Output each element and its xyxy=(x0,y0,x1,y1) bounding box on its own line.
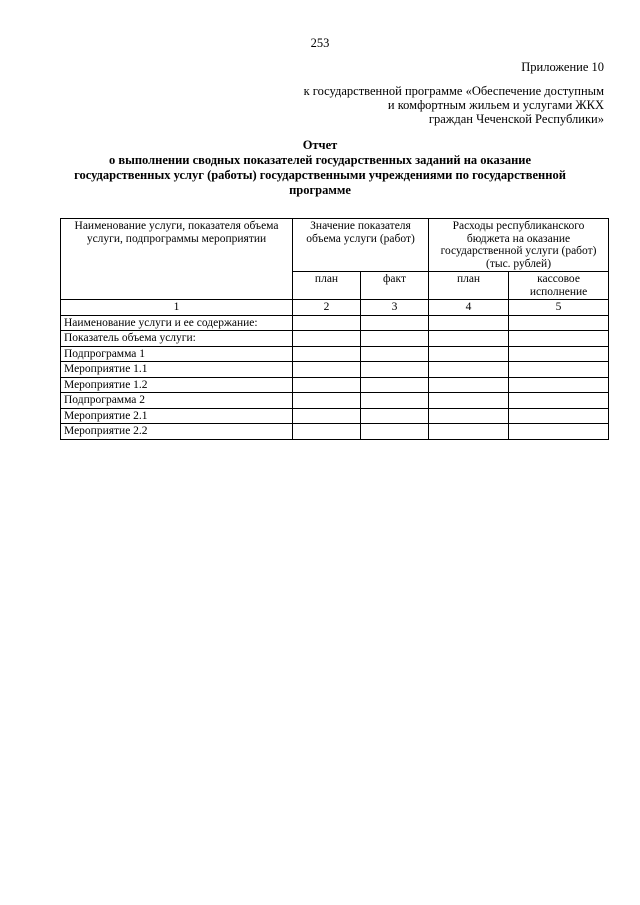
table-cell xyxy=(293,315,361,331)
table-cell xyxy=(429,315,509,331)
column-number: 1 xyxy=(61,300,293,316)
table-cell xyxy=(509,393,609,409)
table-cell xyxy=(509,377,609,393)
page-number: 253 xyxy=(310,36,330,50)
table-cell xyxy=(509,408,609,424)
table-body xyxy=(61,315,609,439)
table-row xyxy=(61,408,609,424)
table-row xyxy=(61,377,609,393)
row-label: Подпрограмма 1 xyxy=(61,346,293,362)
table-row xyxy=(61,393,609,409)
table-cell xyxy=(361,346,429,362)
table-cell xyxy=(293,331,361,347)
table-cell xyxy=(293,377,361,393)
header-plan: план xyxy=(293,272,361,300)
table-cell xyxy=(293,393,361,409)
appendix-number: Приложение 10 xyxy=(521,60,604,74)
column-number: 2 xyxy=(293,300,361,316)
table-cell xyxy=(429,377,509,393)
table-cell xyxy=(361,377,429,393)
column-number: 3 xyxy=(361,300,429,316)
table-cell xyxy=(293,408,361,424)
column-number: 4 xyxy=(429,300,509,316)
header-expenses: Расходы республиканского бюджета на оказание государственной услуги (работ) (тыс. рублей) xyxy=(429,219,609,272)
column-number: 5 xyxy=(509,300,609,316)
header-plan-expenses: план xyxy=(429,272,509,300)
table-cell xyxy=(293,424,361,440)
table-row xyxy=(61,424,609,440)
row-label: Подпрограмма 2 xyxy=(61,393,293,409)
table-cell xyxy=(293,362,361,378)
row-label: Мероприятие 2.2 xyxy=(61,424,293,440)
table-cell xyxy=(429,346,509,362)
row-label: Показатель объема услуги: xyxy=(61,331,293,347)
header-name: Наименование услуги, показателя объема услуги, подпрограммы мероприятии xyxy=(61,219,293,300)
table-cell xyxy=(361,331,429,347)
table-row xyxy=(61,362,609,378)
row-label: Мероприятие 1.2 xyxy=(61,377,293,393)
header-fact: факт xyxy=(361,272,429,300)
report-title-line-3: государственных услуг (работы) государственными учреждениями по государственной xyxy=(74,168,566,182)
table-row xyxy=(61,346,609,362)
table-cell xyxy=(293,346,361,362)
header-cash-execution: кассовое исполнение xyxy=(509,272,609,300)
appendix-line-3: граждан Чеченской Республики» xyxy=(428,112,604,126)
appendix-line-2: и комфортным жильем и услугами ЖКХ xyxy=(387,98,604,112)
table-cell xyxy=(509,331,609,347)
table-row xyxy=(61,315,609,331)
table-cell xyxy=(509,424,609,440)
appendix-note xyxy=(184,60,604,126)
header-indicator: Значение показателя объема услуги (работ) xyxy=(293,219,429,272)
report-title-line-2: о выполнении сводных показателей государственных заданий на оказание xyxy=(108,153,532,167)
table-cell xyxy=(429,424,509,440)
report-title-line-4: программе xyxy=(289,183,351,197)
row-label: Наименование услуги и ее содержание: xyxy=(61,315,293,331)
report-title-line-1: Отчет xyxy=(302,138,338,152)
table-cell xyxy=(361,315,429,331)
table-cell xyxy=(509,346,609,362)
report-table xyxy=(60,218,609,440)
table-cell xyxy=(361,362,429,378)
report-title xyxy=(50,138,590,198)
table-cell xyxy=(361,408,429,424)
appendix-line-1: к государственной программе «Обеспечение доступным xyxy=(303,84,604,98)
table-cell xyxy=(361,393,429,409)
table-cell xyxy=(429,408,509,424)
row-label: Мероприятие 2.1 xyxy=(61,408,293,424)
row-label: Мероприятие 1.1 xyxy=(61,362,293,378)
table-row xyxy=(61,331,609,347)
table-cell xyxy=(361,424,429,440)
table-cell xyxy=(429,393,509,409)
table-cell xyxy=(509,315,609,331)
table-cell xyxy=(429,331,509,347)
table-cell xyxy=(429,362,509,378)
table-cell xyxy=(509,362,609,378)
